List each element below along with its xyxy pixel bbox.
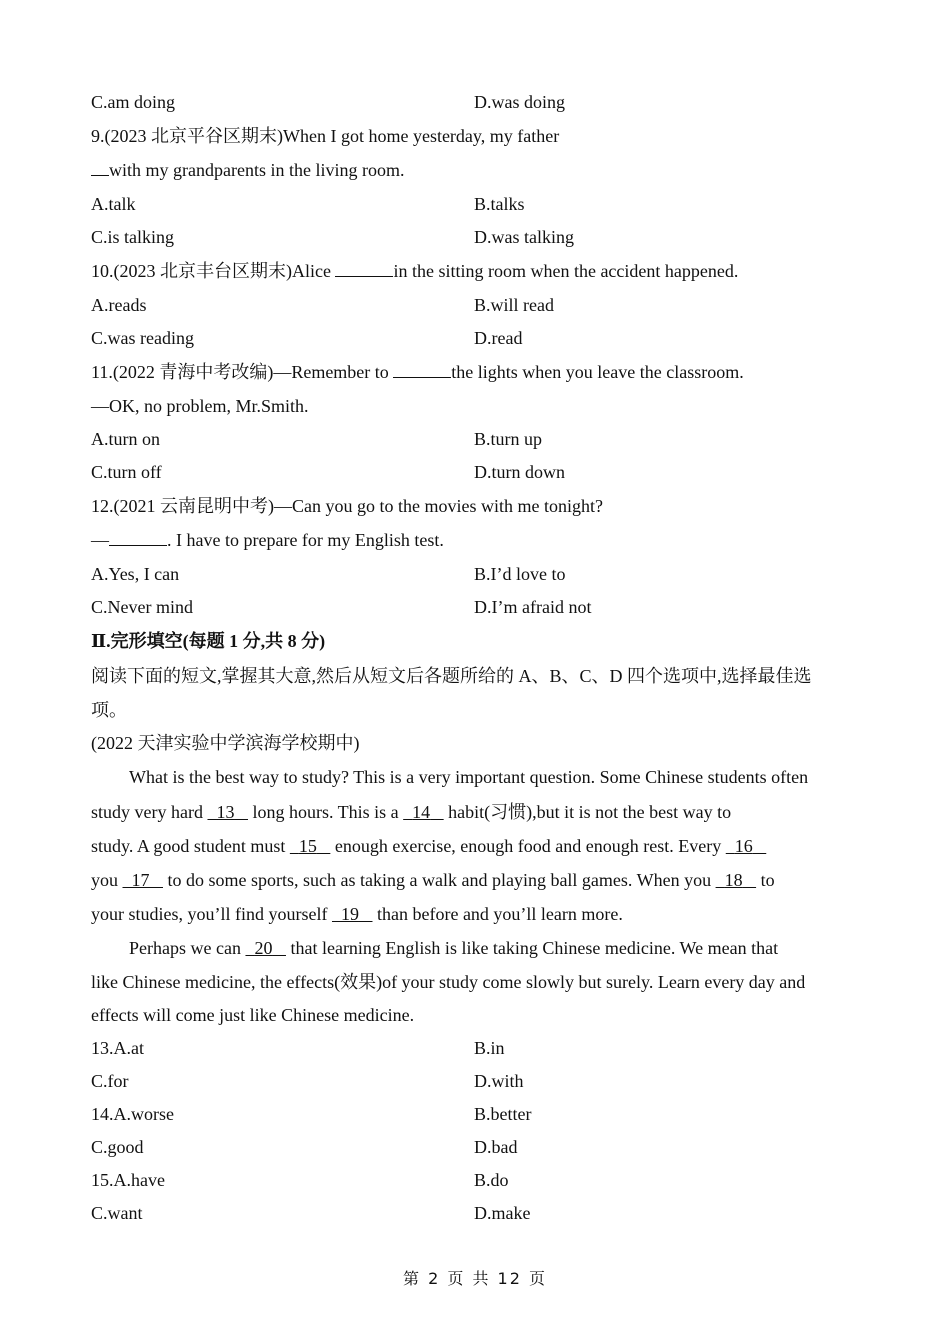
blank-17 — [123, 870, 164, 890]
blank-17-number: 17 — [131, 870, 150, 890]
blank-13-number: 13 — [216, 802, 235, 822]
q9-option-b: B.talks — [474, 194, 525, 214]
q11-option-d: D.turn down — [474, 462, 565, 482]
q12-option-d: D.I’m afraid not — [474, 597, 592, 617]
q11-stem-line2: —OK, no problem, Mr.Smith. — [91, 396, 309, 416]
q15-option-d: D.make — [474, 1203, 531, 1223]
passage-p2-line2: like Chinese medicine, the effects(效果)of your study come slowly but surely. Learn every day and — [91, 972, 806, 992]
section-heading: Ⅱ.完形填空(每题 1 分,共 8 分) — [91, 631, 326, 651]
passage-text: to — [756, 870, 775, 890]
blank-13 — [207, 802, 248, 822]
q11-option-b: B.turn up — [474, 429, 543, 449]
q9-stem-line1: 9.(2023 北京平谷区期末)When I got home yesterday, my father — [91, 126, 560, 146]
q13-option-a: 13.A.at — [91, 1038, 144, 1058]
blank-19-number: 19 — [340, 904, 359, 924]
section-instructions-line1: 阅读下面的短文,掌握其大意,然后从短文后各题所给的 A、B、C、D 四个选项中,选择最佳选 — [91, 666, 812, 686]
passage-text: study. A good student must — [91, 836, 290, 856]
q15-option-b: B.do — [474, 1170, 509, 1190]
passage-text: that learning English is like taking Chinese medicine. We mean that — [285, 938, 779, 958]
passage-text: habit(习惯),but it is not the best way to — [443, 802, 732, 822]
q13-option-d: D.with — [474, 1071, 524, 1091]
q12-blank — [109, 529, 167, 546]
passage-p1-line3 — [91, 835, 766, 857]
passage-p1-line2 — [91, 801, 731, 823]
blank-16 — [726, 836, 767, 856]
q14-option-a: 14.A.worse — [91, 1104, 174, 1124]
q10-stem-suffix: in the sitting room when the accident happened. — [393, 261, 739, 281]
passage-p2-line1 — [129, 937, 778, 959]
q11-stem — [91, 361, 744, 383]
blank-15 — [290, 836, 331, 856]
q9-option-d: D.was talking — [474, 227, 574, 247]
q8-option-d: D.was doing — [474, 92, 565, 112]
passage-text: your studies, you’ll find yourself — [91, 904, 332, 924]
blank-14 — [403, 802, 444, 822]
q10-stem — [91, 260, 738, 282]
q14-option-c: C.good — [91, 1137, 144, 1157]
q10-stem-prefix: 10.(2023 北京丰台区期末)Alice — [91, 261, 336, 281]
q12-option-b: B.I’d love to — [474, 564, 566, 584]
passage-p1-line1: What is the best way to study? This is a very important question. Some Chinese students often — [129, 767, 809, 787]
q12-stem-suffix: . I have to prepare for my English test. — [167, 530, 444, 550]
blank-16-number: 16 — [734, 836, 753, 856]
blank-18-number: 18 — [724, 870, 743, 890]
blank-15-number: 15 — [298, 836, 317, 856]
passage-text: than before and you’ll learn more. — [372, 904, 623, 924]
blank-20-number: 20 — [254, 938, 273, 958]
section-instructions-line2: 项。 — [91, 700, 127, 720]
q15-option-c: C.want — [91, 1203, 143, 1223]
blank-20 — [245, 938, 286, 958]
q9-option-c: C.is talking — [91, 227, 175, 247]
page-number-footer: 第 2 页 共 12 页 — [403, 1269, 547, 1288]
q11-option-a: A.turn on — [91, 429, 160, 449]
passage-p2-line3: effects will come just like Chinese medicine. — [91, 1005, 415, 1025]
passage-text: enough exercise, enough food and enough rest. Every — [330, 836, 726, 856]
passage-text: study very hard — [91, 802, 208, 822]
q10-option-d: D.read — [474, 328, 523, 348]
passage-text: Perhaps we can — [129, 938, 246, 958]
passage-text: you — [91, 870, 123, 890]
blank-18 — [716, 870, 757, 890]
passage-p1-line5 — [91, 903, 623, 925]
q13-option-b: B.in — [474, 1038, 505, 1058]
passage-text: long hours. This is a — [247, 802, 404, 822]
passage-p1-line4 — [91, 869, 775, 891]
q12-option-c: C.Never mind — [91, 597, 193, 617]
blank-14-number: 14 — [412, 802, 431, 822]
blank-19 — [332, 904, 373, 924]
q10-option-c: C.was reading — [91, 328, 194, 348]
q12-dash: — — [91, 530, 109, 550]
q10-blank — [335, 260, 393, 277]
q14-option-d: D.bad — [474, 1137, 518, 1157]
q12-stem-line2 — [91, 529, 444, 551]
q9-stem-line2 — [91, 159, 404, 181]
q9-option-a: A.talk — [91, 194, 136, 214]
passage-text: to do some sports, such as taking a walk and playing ball games. When you — [163, 870, 716, 890]
q14-option-b: B.better — [474, 1104, 532, 1124]
q9-blank — [91, 159, 109, 176]
q9-stem-rest: with my grandparents in the living room. — [109, 160, 405, 180]
passage-source: (2022 天津实验中学滨海学校期中) — [91, 733, 360, 753]
q11-option-c: C.turn off — [91, 462, 162, 482]
q8-option-c: C.am doing — [91, 92, 175, 112]
q10-option-b: B.will read — [474, 295, 554, 315]
q11-stem-suffix: the lights when you leave the classroom. — [451, 362, 744, 382]
q10-option-a: A.reads — [91, 295, 147, 315]
q12-option-a: A.Yes, I can — [91, 564, 180, 584]
q13-option-c: C.for — [91, 1071, 129, 1091]
q11-blank — [393, 361, 451, 378]
q15-option-a: 15.A.have — [91, 1170, 165, 1190]
q11-stem-prefix: 11.(2022 青海中考改编)—Remember to — [91, 362, 394, 382]
q12-stem-line1: 12.(2021 云南昆明中考)—Can you go to the movies with me tonight? — [91, 496, 603, 516]
